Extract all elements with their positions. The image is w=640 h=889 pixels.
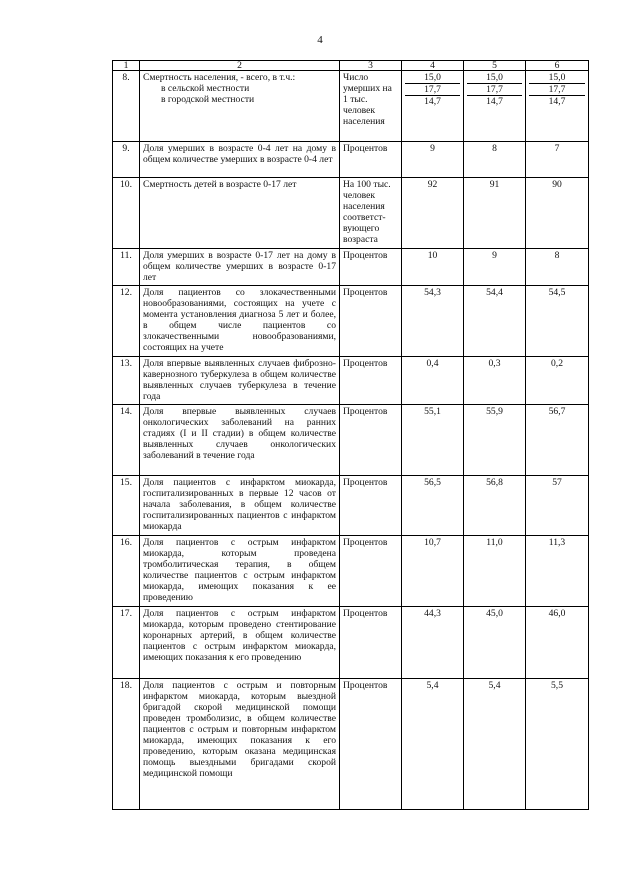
value-year-6: 90 [526,178,589,249]
unit-line: 1 тыс. [343,94,368,105]
value-year-6: 0,2 [526,357,589,405]
table-row [113,607,589,679]
row-number: 8. [113,71,140,142]
value-year-4: 0,4 [402,357,464,405]
value-year-5: 45,0 [464,607,526,679]
indicator-name: Доля впервые выявленных случаев фиброзно-кавернозного туберкулеза в общем количестве выявленных случаев туберкулеза в течение года [140,357,340,405]
value-year-4: 9 [402,142,464,178]
value: 15,0 [467,72,522,84]
value: 15,0 [529,72,585,84]
value-year-6: 46,0 [526,607,589,679]
unit-line: возраста [343,234,378,245]
value-year-5: 9 [464,249,526,286]
table-row [113,476,589,536]
row-number: 12. [113,286,140,357]
header-cell: 4 [402,61,464,71]
value-year-6: 57 [526,476,589,536]
row-number: 17. [113,607,140,679]
value-year-4: 92 [402,178,464,249]
value-year-6: 7 [526,142,589,178]
header-cell: 6 [526,61,589,71]
value-year-4: 5,4 [402,679,464,810]
value-year-4: 55,1 [402,405,464,476]
header-cell: 2 [140,61,340,71]
value-year-6: 11,3 [526,536,589,607]
unit-line: умерших на [343,83,392,94]
value: 17,7 [529,84,585,96]
indicators-table [112,60,589,810]
unit-cell [340,71,402,142]
row-number: 15. [113,476,140,536]
row-number: 9. [113,142,140,178]
row-number: 14. [113,405,140,476]
value-year-4: 54,3 [402,286,464,357]
table-header-row [113,61,589,71]
unit-cell: Процентов [340,357,402,405]
unit-line: вующего [343,223,380,234]
value-year-5: 56,8 [464,476,526,536]
table-row [113,405,589,476]
value-year-5: 5,4 [464,679,526,810]
indicator-name: Доля пациентов со злокачественными новообразованиями, состоящих на учете с момента установления диагноза 5 лет и более, в общем числе пациентов со злокачественными новообразованиями, состоящих на учете [140,286,340,357]
indicator-name: Смертность детей в возрасте 0-17 лет [140,178,340,249]
table-row [113,249,589,286]
value-year-4: 56,5 [402,476,464,536]
value-year-4: 10,7 [402,536,464,607]
table-row [113,286,589,357]
indicator-name: Доля умерших в возрасте 0-4 лет на дому в общем количестве умерших в возрасте 0-4 лет [140,142,340,178]
value: 17,7 [405,84,460,96]
unit-cell: Процентов [340,142,402,178]
value: 14,7 [486,96,503,107]
header-cell: 1 [113,61,140,71]
table-row [113,536,589,607]
indicator-name: Доля пациентов с острым и повторным инфарктом миокарда, которым выездной бригадой скорой медицинской помощи проведен тромболизис, в общем количестве пациентов с острым и повторным инфарктом миокарда, имеющих показания к его проведению, которым оказана медицинская помощь выездными бригадами скорой медицинской помощи [140,679,340,810]
row-number: 10. [113,178,140,249]
unit-cell: Процентов [340,476,402,536]
indicator-line: в городской местности [161,94,255,105]
row-number: 18. [113,679,140,810]
value-year-6: 5,5 [526,679,589,810]
value-year-5: 91 [464,178,526,249]
unit-cell: Процентов [340,405,402,476]
indicator-name: Доля умерших в возрасте 0-17 лет на дому в общем количестве умерших в возрасте 0-17 лет [140,249,340,286]
indicator-line: в сельской местности [161,83,250,94]
unit-line: На 100 тыс. [343,179,391,190]
unit-line: человек [343,105,376,116]
indicator-name [140,71,340,142]
value-year-5: 54,4 [464,286,526,357]
row-number: 16. [113,536,140,607]
table-row [113,178,589,249]
unit-line: населения [343,116,385,127]
value-year-6 [526,71,589,142]
header-cell: 5 [464,61,526,71]
unit-cell: Процентов [340,249,402,286]
indicator-line: Смертность населения, - всего, в т.ч.: [143,72,296,83]
value: 15,0 [405,72,460,84]
value-year-4: 44,3 [402,607,464,679]
unit-line: Число [343,72,369,83]
value-year-5 [464,71,526,142]
unit-line: соответст- [343,212,386,223]
value-year-5: 0,3 [464,357,526,405]
row-number: 11. [113,249,140,286]
unit-cell: Процентов [340,286,402,357]
page-number: 4 [317,34,323,46]
indicator-name: Доля впервые выявленных случаев онкологических заболеваний на ранних стадиях (I и II стадии) в общем количестве выявленных случаев онкологических заболеваний в течение года [140,405,340,476]
value-year-6: 8 [526,249,589,286]
unit-cell [340,178,402,249]
table-row [113,679,589,810]
indicator-name: Доля пациентов с острым инфарктом миокарда, которым проведена тромболитическая терапия, в общем количестве пациентов с острым инфарктом миокарда, имеющих показания к ее проведению [140,536,340,607]
value-year-5: 55,9 [464,405,526,476]
header-cell: 3 [340,61,402,71]
value-year-6: 56,7 [526,405,589,476]
row-number: 13. [113,357,140,405]
unit-line: населения [343,201,385,212]
value-year-4: 10 [402,249,464,286]
table-row [113,357,589,405]
indicator-name: Доля пациентов с острым инфарктом миокарда, которым проведено стентирование коронарных артерий, в общем количестве пациентов с острым инфарктом миокарда, имеющих показания к его проведению [140,607,340,679]
value-year-5: 11,0 [464,536,526,607]
unit-line: человек [343,190,376,201]
unit-cell: Процентов [340,607,402,679]
value: 14,7 [548,96,566,107]
table-row [113,142,589,178]
unit-cell: Процентов [340,679,402,810]
value: 14,7 [424,96,441,107]
value: 17,7 [467,84,522,96]
value-year-5: 8 [464,142,526,178]
unit-cell: Процентов [340,536,402,607]
indicator-name: Доля пациентов с инфарктом миокарда, госпитализированных в первые 12 часов от начала заболевания, в общем количестве госпитализированных пациентов с инфарктом миокарда [140,476,340,536]
value-year-6: 54,5 [526,286,589,357]
table-row [113,71,589,142]
value-year-4 [402,71,464,142]
